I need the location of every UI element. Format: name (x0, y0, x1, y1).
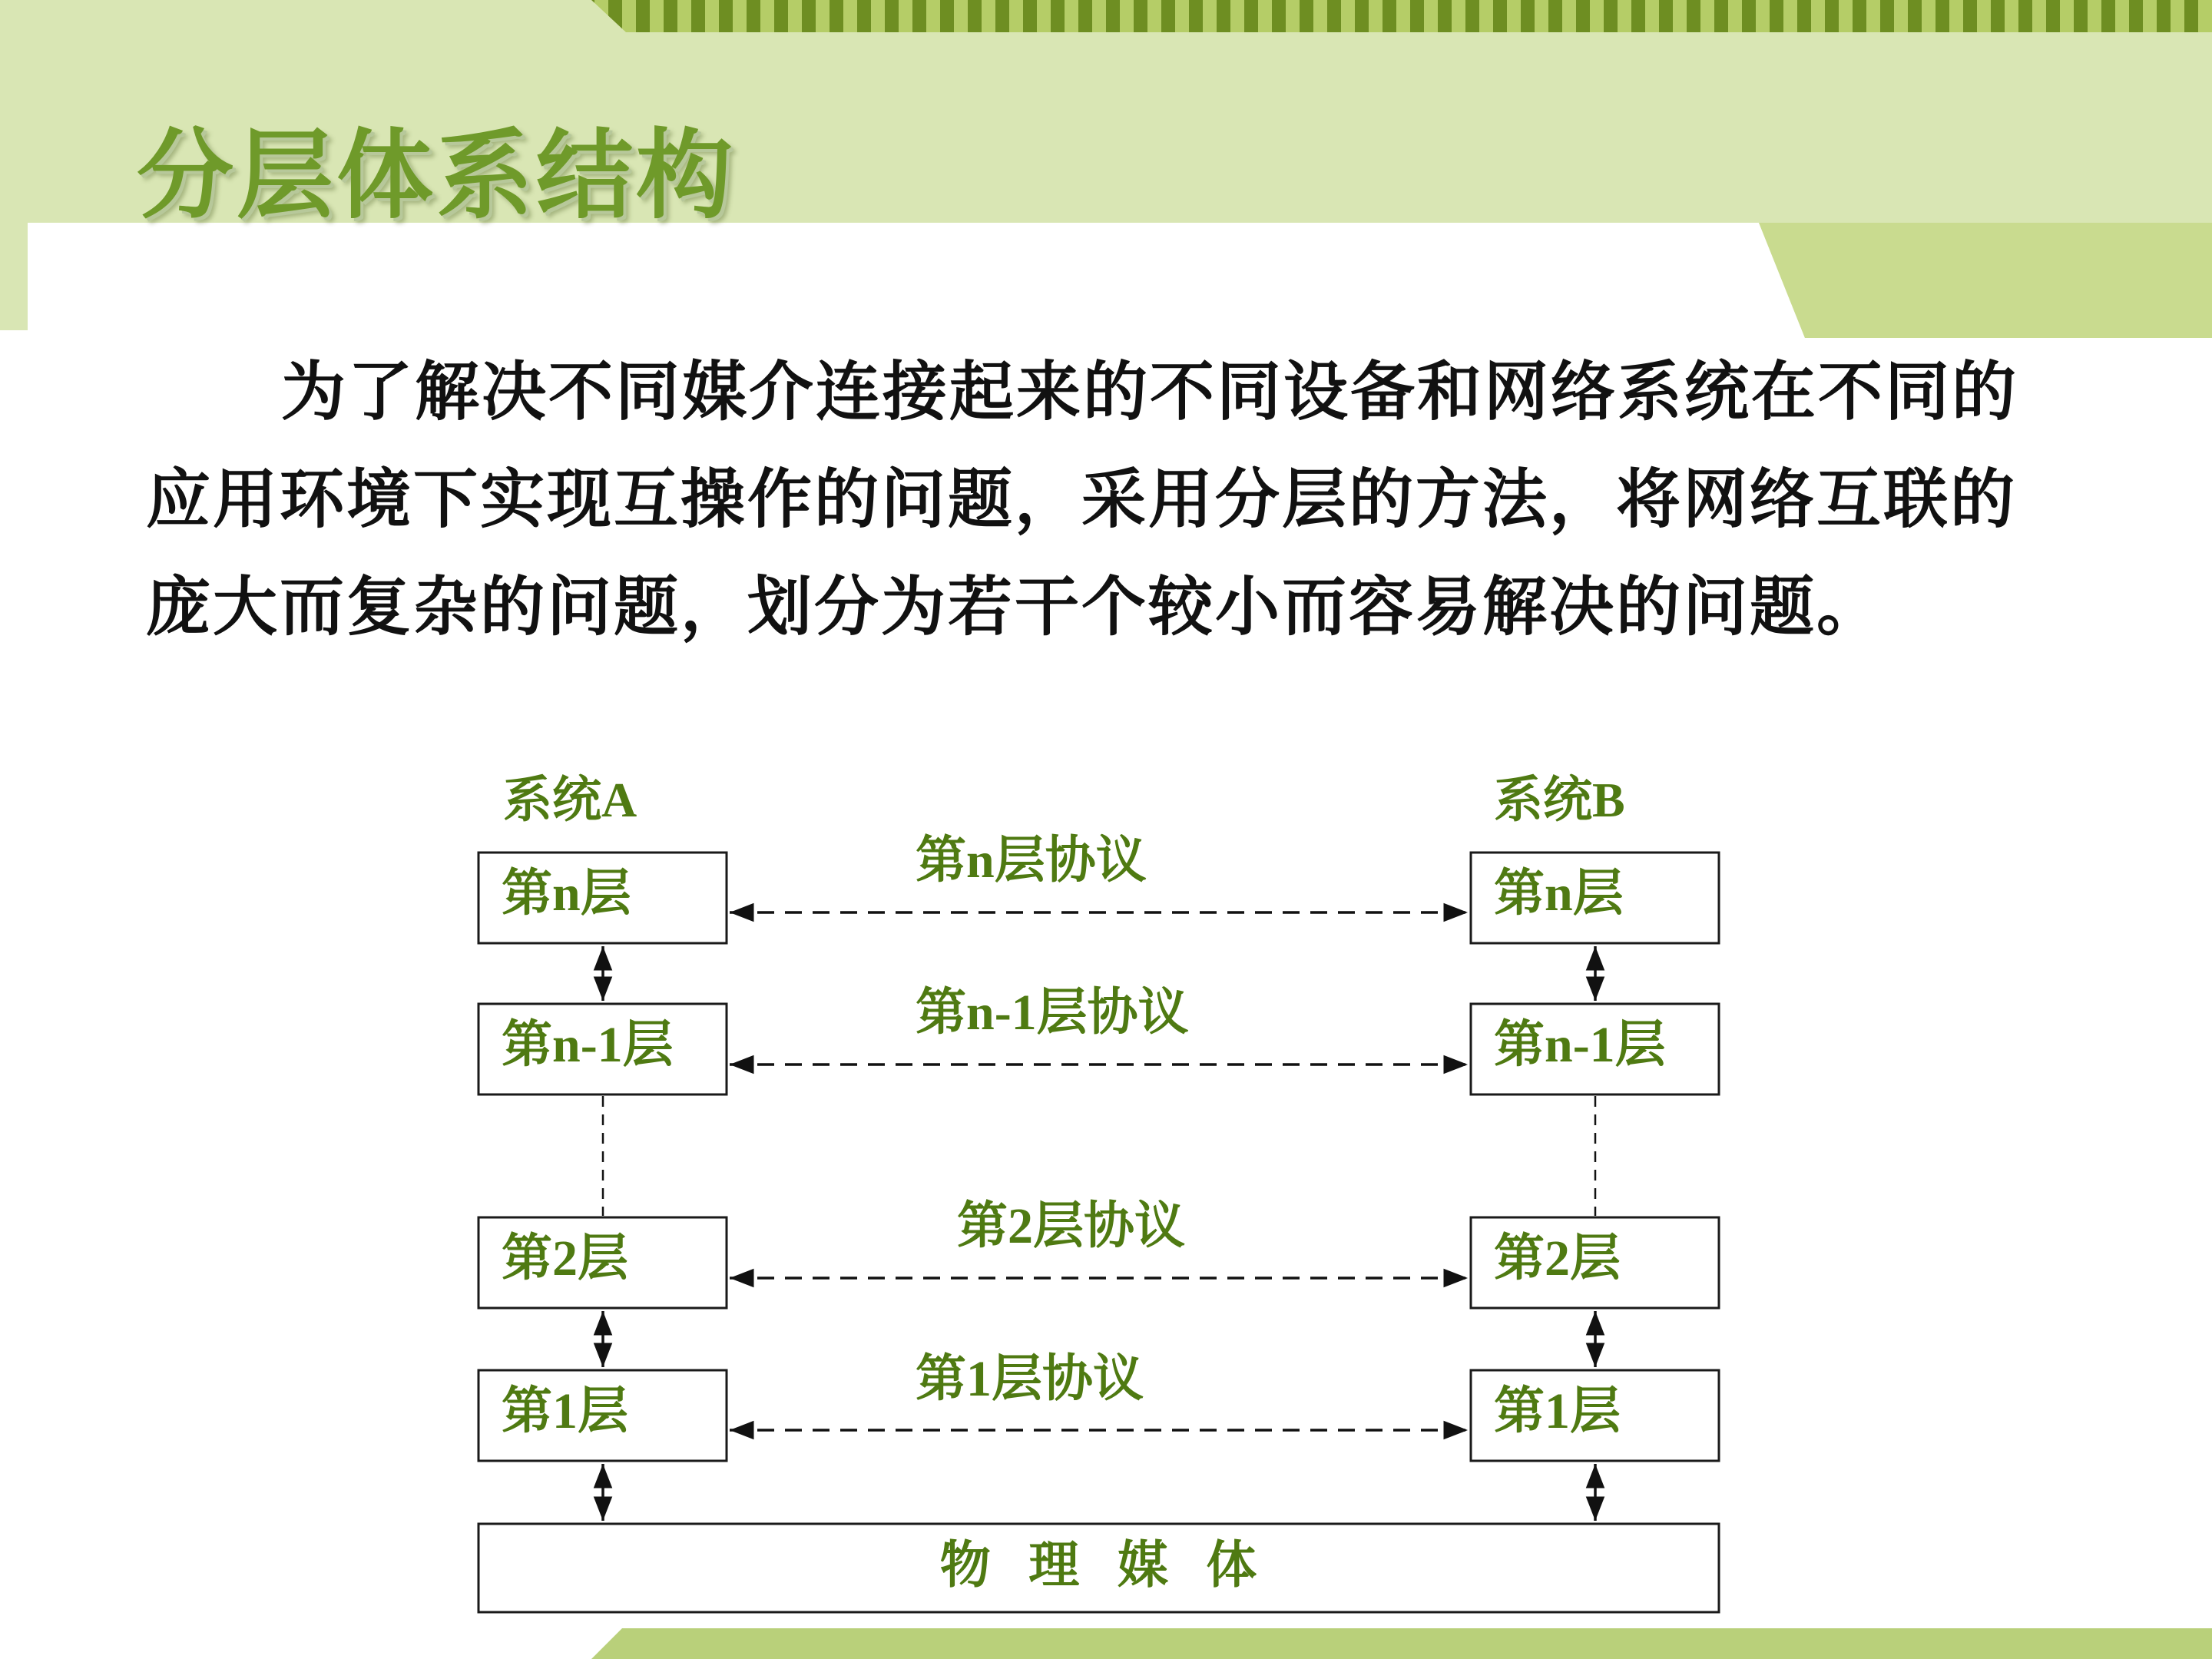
layer-label: 第n层 (1494, 866, 1624, 922)
layer-label: 第n-1层 (1494, 1017, 1666, 1073)
system-a-layer-n-1 (478, 1004, 727, 1094)
protocol-label-n-1: 第n-1层协议 (916, 985, 1189, 1041)
system-b-layer-2 (1471, 1217, 1719, 1308)
physical-medium (478, 1524, 1719, 1612)
system-b-layer-1 (1471, 1370, 1719, 1461)
slide-title: 分层体系结构 (137, 119, 736, 232)
layer-label: 第n层 (502, 866, 631, 922)
layer-label: 第1层 (1494, 1383, 1621, 1439)
protocol-label-n: 第n层协议 (916, 833, 1147, 889)
layer-label: 第2层 (502, 1230, 628, 1286)
body-paragraph: 为了解决不同媒介连接起来的不同设备和网络系统在不同的应用环境下实现互操作的问题，采用分层的方法，将网络互联的庞大而复杂的问题，划分为若干个较小而容易解决的问题。 (146, 353, 2019, 644)
system-a-label: 系统A (503, 773, 637, 827)
layer-label: 第n-1层 (502, 1017, 674, 1073)
system-a-layer-2 (478, 1217, 727, 1308)
system-a-layer-1 (478, 1370, 727, 1461)
system-a-layer-n (478, 853, 727, 943)
system-b-label: 系统B (1494, 773, 1625, 827)
layer-label: 第2层 (1494, 1230, 1621, 1286)
protocol-label-2: 第2层协议 (957, 1198, 1185, 1254)
protocol-label-1: 第1层协议 (916, 1351, 1144, 1407)
layer-label: 第1层 (502, 1383, 628, 1439)
system-b-layer-n-1 (1471, 1004, 1719, 1094)
physical-medium-label: 物 理 媒 体 (939, 1538, 1257, 1594)
system-b-layer-n (1471, 853, 1719, 943)
